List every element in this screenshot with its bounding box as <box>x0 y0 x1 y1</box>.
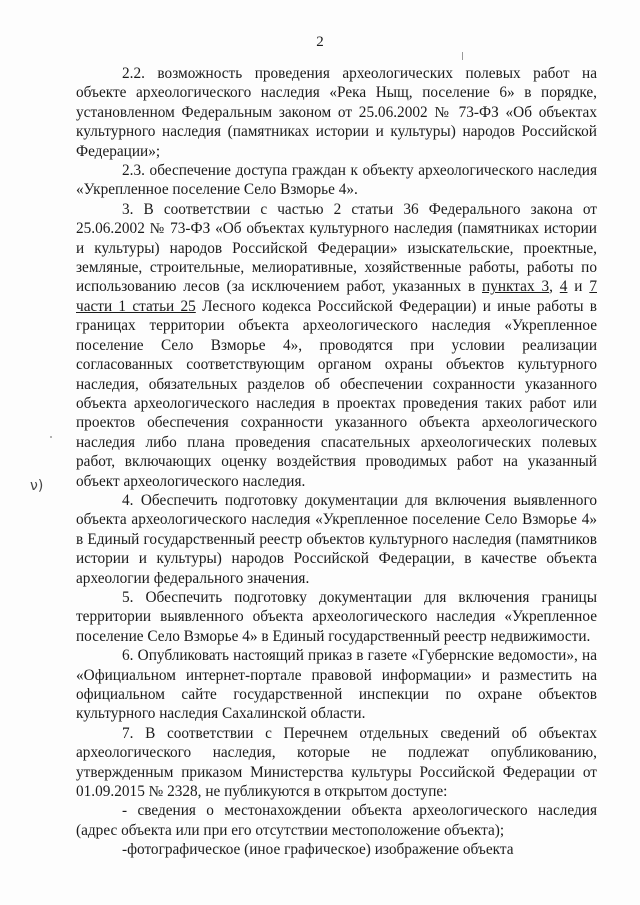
link-part-7-article-25[interactable]: 7 части 1 статьи 25 <box>76 278 597 315</box>
margin-mark: ν) <box>30 478 44 494</box>
document-body <box>76 64 597 860</box>
paragraph-7: 7. В соответствии с Перечнем отдельных сведений об объектах археологического наследия, которые не подлежат опубликованию, утвержденным приказом Министерства культуры Российской Федерации от 01.09.2015 № 2328, не публикуются в открытом доступе: <box>76 724 597 801</box>
separator: и <box>567 278 583 296</box>
link-point-4[interactable]: 4 <box>559 278 568 296</box>
link-points-3[interactable]: пунктах 3 <box>482 278 550 296</box>
paragraph-7-item-1: - сведения о местонахождении объекта археологического наследия (адрес объекта или при его отсутствии местоположение объекта); <box>76 802 597 839</box>
paragraph-3-text-b: Лесного кодекса Российской Федерации) и иные работы в границах территории объекта археологического наследия «Укрепленное поселение Село Взморье 4», проводятся при условии реализации согласованных соответствующим органом охраны объектов культурного наследия, обязательных разделов об обеспечении сохранности указанного объекта археологического наследия в проектах проведения таких работ или проектов обеспечения сохранности указанного объекта археологического наследия либо плана проведения спасательных археологических полевых работ, включающих оценку воздействия проводимых работ на указанный объект археологического наследия. <box>76 297 597 490</box>
page-number: 2 <box>316 34 324 50</box>
paragraph-7-item-2: -фотографическое (иное графическое) изображение объекта <box>122 841 514 859</box>
separator: , <box>549 278 553 296</box>
paragraph-4: 4. Обеспечить подготовку документации для включения выявленного объекта археологического наследия «Укрепленное поселение Село Взморье 4» в Единый государственный реестр объектов культурного наследия (памятников истории и культуры) народов Российской Федерации, в качестве объекта археологии федерального значения. <box>76 491 597 587</box>
paragraph-6: 6. Опубликовать настоящий приказ в газете «Губернские ведомости», на «Официальном интернет-портале правовой информации» и разместить на официальном сайте государственной инспекции по охране объектов культурного наследия Сахалинской области. <box>76 647 597 723</box>
paragraph-3 <box>76 200 597 491</box>
paragraph-5: 5. Обеспечить подготовку документации для включения границы территории выявленного объекта археологического наследия «Укрепленное поселение Село Взморье 4» в Единый государственный реестр недвижимости. <box>76 588 597 645</box>
scan-speck <box>462 52 463 60</box>
scan-speck <box>50 436 52 438</box>
paragraph-2-2: 2.2. возможность проведения археологических полевых работ на объекте археологического наследия «Река Ныщ, поселение 6» в порядке, установленном Федеральным законом от 25.06.2002 № 73-ФЗ «Об объектах культурного наследия (памятниках истории и культуры) народов Российской Федерации»; <box>76 65 597 160</box>
paragraph-3-text-a: 3. В соответствии с частью 2 статьи 36 Федерального закона от 25.06.2002 № 73-ФЗ «Об объектах культурного наследия (памятниках истории и культуры) народов Российской Федерации» изыскательские, проектные, земляные, строительные, мелиоративные, хозяйственные работы, работы по использованию лесов (за исключением работ, указанных в <box>76 200 597 296</box>
paragraph-2-3: 2.3. обеспечение доступа граждан к объекту археологического наследия «Укрепленное поселение Село Взморье 4». <box>76 162 597 199</box>
